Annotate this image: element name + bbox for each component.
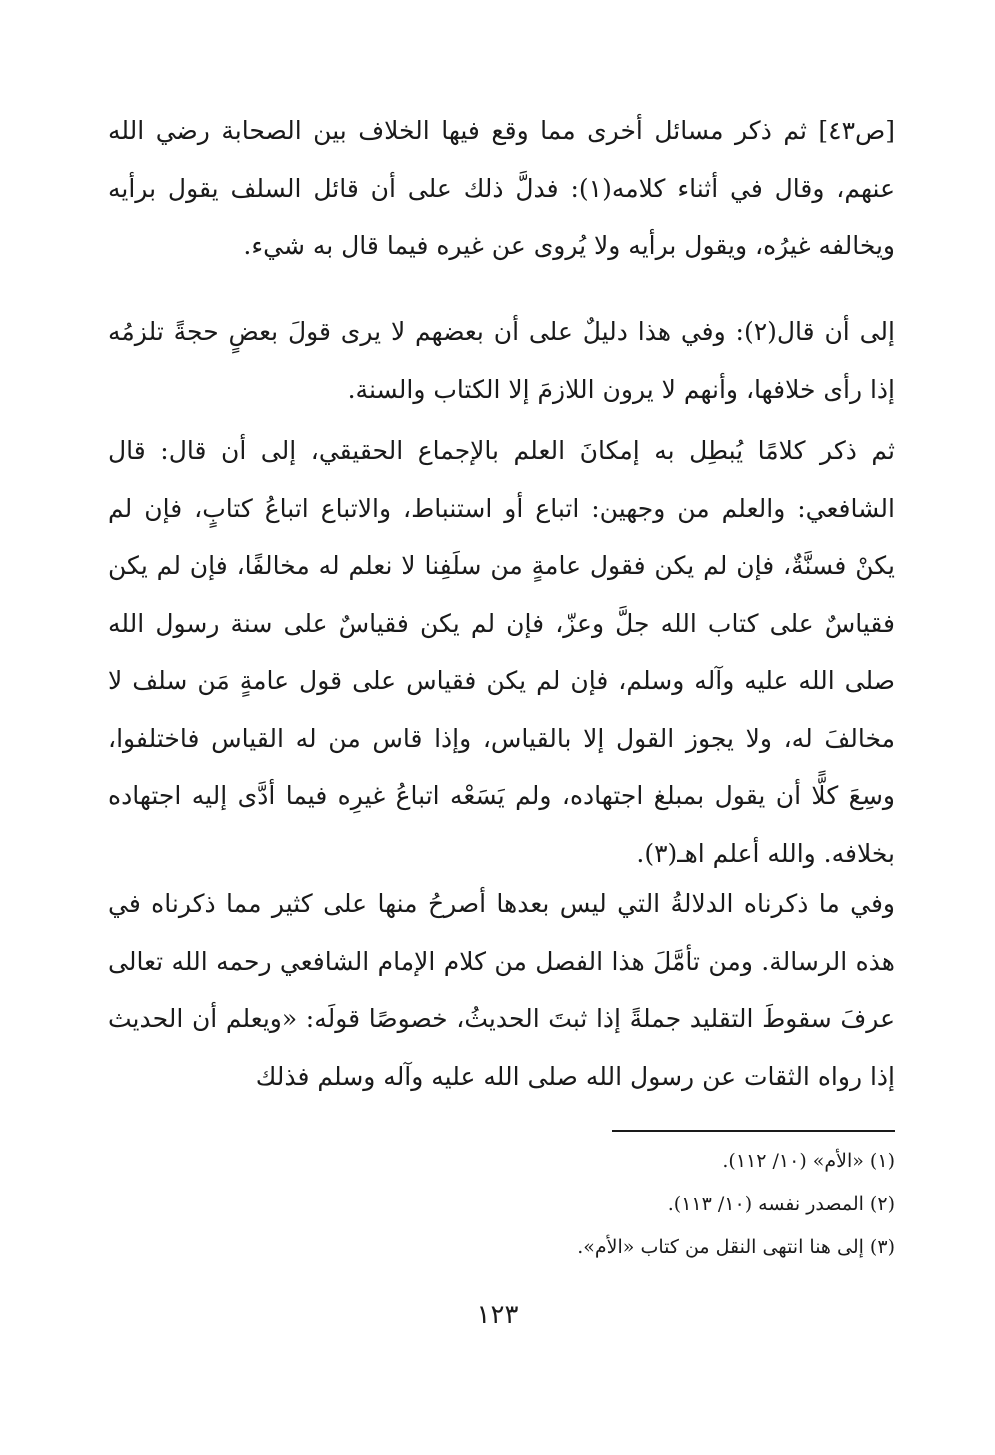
footnote-2: (٢) المصدر نفسه (١٠/ ١١٣). xyxy=(667,1193,895,1215)
page-number: ١٢٣ xyxy=(476,1300,519,1330)
footnote-3: (٣) إلى هنا انتهى النقل من كتاب «الأم». xyxy=(577,1236,895,1258)
paragraph-4: وفي ما ذكرناه الدلالةُ التي ليس بعدها أصرحُ منها على كثير مما ذكرناه في هذه الرسالة. ومن تأمَّلَ هذا الفصل من كلام الإمام الشافعي رحمه الله تعالى عرفَ سقوطَ التقليد جملةً إذا ثبتَ الحديثُ، خصوصًا قولَه: «ويعلم أن الحديث إذا رواه الثقات عن رسول الله صلى الله عليه وآله وسلم فذلك xyxy=(108,889,895,1091)
paragraph-2: إلى أن قال(٢): وفي هذا دليلٌ على أن بعضهم لا يرى قولَ بعضٍ حجةً تلزمُه إذا رأى خلافها، وأنهم لا يرون اللازمَ إلا الكتاب والسنة. xyxy=(108,317,895,404)
footnotes xyxy=(300,1140,895,1269)
paragraph-3: ثم ذكر كلامًا يُبطِل به إمكانَ العلم بالإجماع الحقيقي، إلى أن قال: قال الشافعي: والعلم من وجهين: اتباع أو استنباط، والاتباع اتباعُ كتابٍ، فإن لم يكنْ فسنَّةٌ، فإن لم يكن فقول عامةٍ من سلَفِنا لا نعلم له مخالفًا، فإن لم يكن فقياسٌ على كتاب الله جلَّ وعزّ، فإن لم يكن فقياسٌ على سنة رسول الله صلى الله عليه وآله وسلم، فإن لم يكن فقياس على قول عامةٍ مَن سلف لا مخالفَ له، ولا يجوز القول إلا بالقياس، وإذا قاس من له القياس فاختلفوا، وسِعَ كلًّا أن يقول بمبلغ اجتهاده، ولم يَسَعْه اتباعُ غيرِه فيما أدَّى إليه اجتهاده بخلافه. والله أعلم اهـ(٣). xyxy=(108,436,895,868)
paragraph-1: [ص٤٣] ثم ذكر مسائل أخرى مما وقع فيها الخلاف بين الصحابة رضي الله عنهم، وقال في أثناء كلامه(١): فدلَّ ذلك على أن قائل السلف يقول برأيه ويخالفه غيرُه، ويقول برأيه ولا يُروى عن غيره فيما قال به شيء. xyxy=(108,116,895,260)
footnote-1: (١) «الأم» (١٠/ ١١٢). xyxy=(722,1150,895,1172)
footnote-divider xyxy=(612,1130,895,1132)
